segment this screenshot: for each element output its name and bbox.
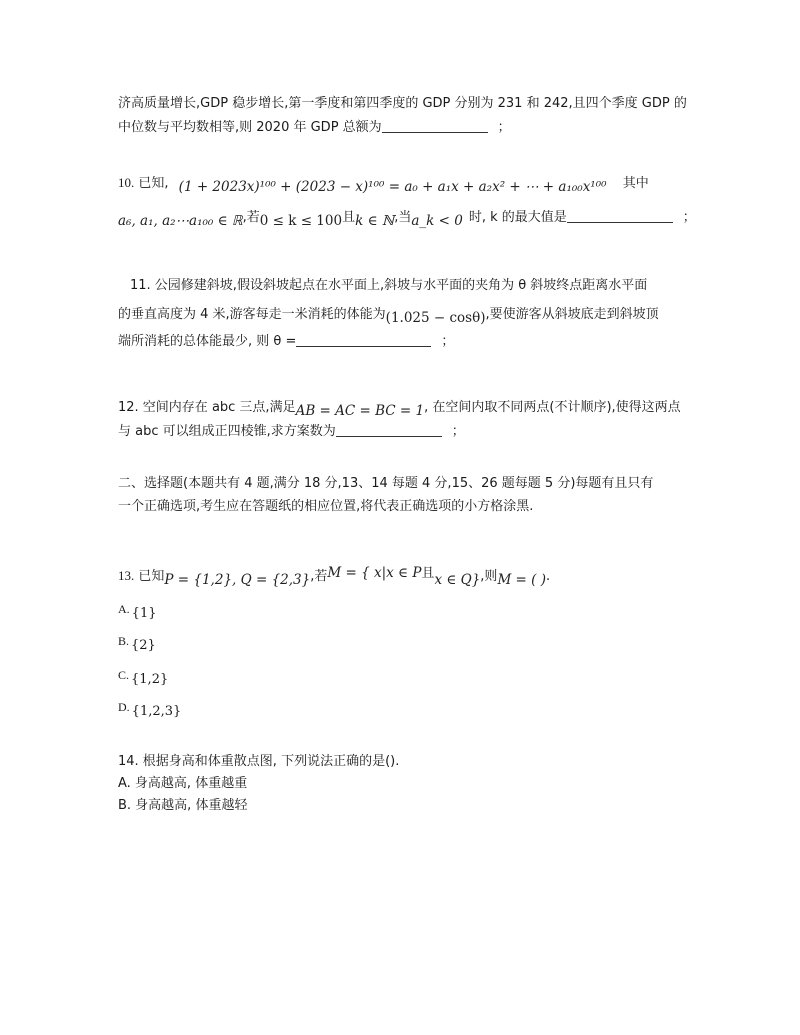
intro-semicolon: ；	[497, 120, 511, 135]
q13-then: ,则	[480, 569, 498, 584]
q11-formula: (1.025 − cosθ)	[385, 310, 486, 326]
q13-option-c[interactable]	[118, 666, 168, 689]
q13-option-d[interactable]	[118, 698, 181, 721]
q12-text-1: 12. 空间内存在 abc 三点,满足	[118, 400, 296, 415]
q11-answer-blank[interactable]	[296, 332, 431, 347]
q13-if: ,若	[310, 569, 328, 584]
option-value: {2}	[131, 638, 156, 653]
option-label: A. 身高越高, 体重越重	[118, 776, 248, 791]
option-letter: B.	[118, 634, 130, 648]
q13-mdef2: x ∈ Q}	[434, 572, 481, 588]
section2-line-2	[118, 498, 533, 516]
q12-formula: AB = AC = BC = 1	[295, 403, 425, 419]
q11-line-3	[118, 332, 454, 351]
q13-sets: P = {1,2}, Q = {2,3}	[164, 572, 311, 588]
q13-option-a[interactable]	[118, 600, 157, 623]
intro-text-1: 济高质量增长,GDP 稳步增长,第一季度和第四季度的 GDP 分别为 231 和 242,且四个季度 GDP 的	[118, 96, 687, 111]
option-letter: A.	[118, 602, 130, 616]
q12-line-1	[118, 399, 681, 420]
q11-text-1: 11. 公园修建斜坡,假设斜坡起点在水平面上,斜坡与水平面的夹角为 θ 斜坡终点距离水平面	[130, 278, 648, 293]
q13-stem	[118, 564, 550, 589]
q13-end: .	[545, 569, 551, 584]
q11-text-2: 的垂直高度为 4 米,游客每走一米消耗的体能为	[118, 307, 386, 322]
intro-text-2: 中位数与平均数相等,则 2020 年 GDP 总额为	[118, 120, 382, 135]
q13-option-b[interactable]	[118, 632, 156, 655]
option-value: {1,2,3}	[131, 704, 182, 719]
q12-answer-blank[interactable]	[336, 422, 442, 437]
q10-equation: (1 + 2023x)¹⁰⁰ + (2023 − x)¹⁰⁰ = a₀ + a₁x + a₂x² + ⋯ + a₁₀₀x¹⁰⁰	[178, 179, 607, 195]
q10-cond: a_k < 0	[411, 213, 463, 229]
section2-text-1: 二、选择题(本题共有 4 题,满分 18 分,13、14 每题 4 分,15、26 题每题 5 分)每题有且只有	[118, 476, 654, 491]
q10-question: 时, k 的最大值是	[468, 210, 567, 225]
q11-text-2b: ,要使游客从斜坡底走到斜坡顶	[485, 307, 659, 322]
q13-lead: 已知	[138, 569, 165, 584]
q10-if: ,若	[242, 210, 260, 225]
q11-line-2	[118, 306, 659, 327]
section2-text-2: 一个正确选项,考生应在答题纸的相应位置,将代表正确选项的小方格涂黑.	[118, 499, 534, 514]
option-value: {1,2}	[131, 672, 169, 687]
q14-stem-text: 14. 根据身高和体重散点图, 下列说法正确的是().	[118, 754, 400, 769]
q13-number: 13.	[118, 568, 135, 583]
q13-mdef: M = { x|x ∈ P	[327, 565, 422, 581]
q11-semicolon: ；	[441, 334, 455, 349]
q10-coeffs: a₆, a₁, a₂⋯a₁₀₀ ∈ ℝ	[118, 213, 243, 229]
q11-line-1	[130, 277, 647, 295]
q10-line-1	[118, 174, 649, 196]
intro-line-1	[118, 95, 687, 113]
q11-text-3: 端所消耗的总体能最少, 则 θ =	[118, 334, 297, 349]
q14-option-a[interactable]	[118, 775, 247, 793]
q12-text-2: 与 abc 可以组成正四棱锥,求方案数为	[118, 424, 336, 439]
option-label: B. 身高越高, 体重越轻	[118, 798, 248, 813]
q14-stem	[118, 753, 399, 771]
q10-lead: 已知,	[138, 176, 169, 191]
q10-number: 10.	[118, 175, 135, 190]
q10-tail: 其中	[622, 176, 649, 191]
q10-semicolon: ；	[682, 210, 696, 225]
section2-line-1	[118, 475, 653, 493]
q10-and: 且	[342, 210, 356, 225]
q14-option-b[interactable]	[118, 797, 247, 815]
intro-line-2	[118, 118, 511, 137]
q10-answer-blank[interactable]	[567, 208, 673, 223]
q12-text-1b: , 在空间内取不同两点(不计顺序),使得这两点	[424, 400, 681, 415]
q10-when: ,当	[394, 210, 412, 225]
option-letter: D.	[118, 700, 130, 714]
option-value: {1}	[131, 606, 157, 621]
q12-semicolon: ；	[451, 424, 465, 439]
q12-line-2	[118, 422, 465, 441]
q13-and: 且	[421, 566, 435, 581]
option-letter: C.	[118, 668, 130, 682]
q10-kset: k ∈ ℕ	[355, 213, 395, 229]
q10-line-2	[118, 208, 696, 230]
intro-answer-blank[interactable]	[382, 118, 488, 133]
q10-range: 0 ≤ k ≤ 100	[259, 213, 343, 229]
q13-mask: M = ( )	[497, 572, 546, 588]
